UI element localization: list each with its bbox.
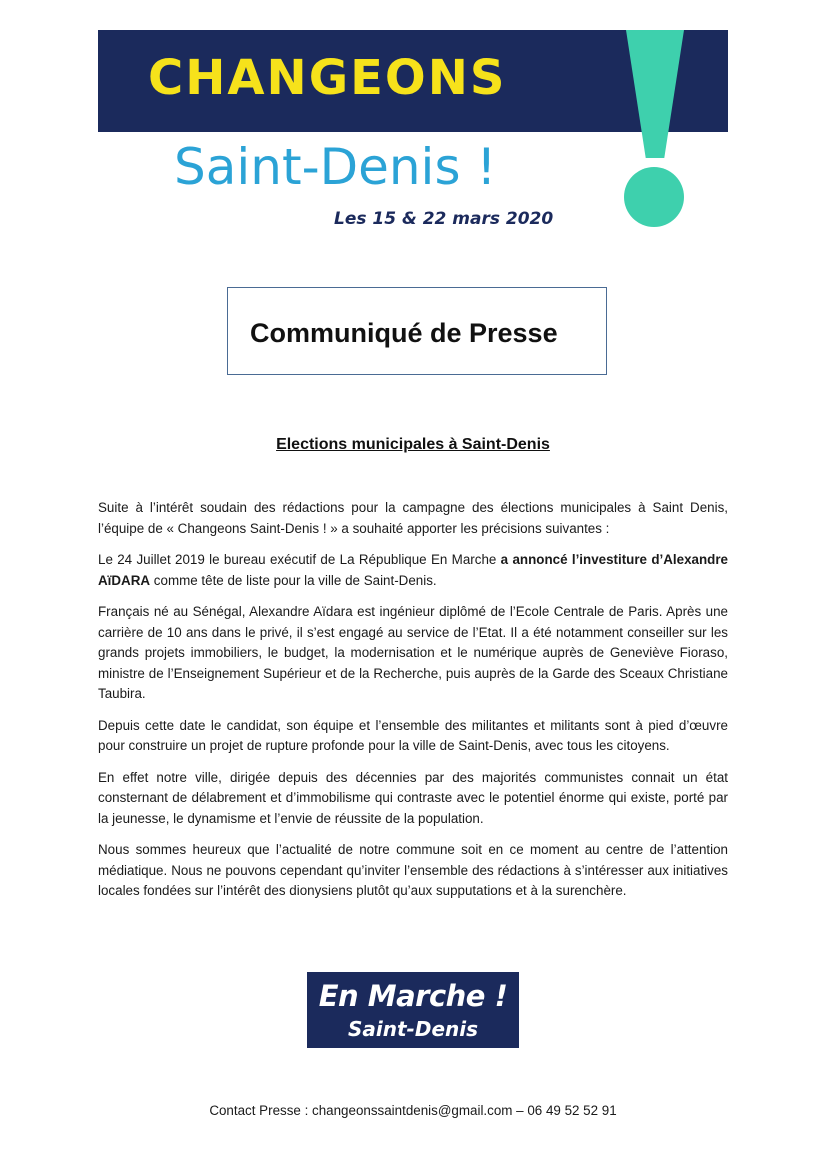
paragraph-biography: Français né au Sénégal, Alexandre Aïdara est ingénieur diplômé de l’Ecole Centrale de Paris. Après une carrière de 10 ans dans le privé, il s’est engagé au service de l’Etat. Il a été notamment conseiller sur les grands projets immobiliers, le budget, la modernisation et le numérique auprès de Geneviève Fioraso, ministre de l’Enseignement Supérieur et de la Recherche, puis auprès de la Garde des Sceaux Christiane Taubira. [98,604,728,701]
election-dates: Les 15 & 22 mars 2020 [334,209,554,229]
paragraph-conclusion: Nous sommes heureux que l’actualité de notre commune soit en ce moment au centre de l’attention médiatique. Nous ne pouvons cependant qu’inviter l’ensemble des rédactions à s’intéresser aux initiatives locales fondées sur l’intérêt des dionysiens plutôt qu’aux supputations et à la surenchère. [98,842,728,898]
banner-title: CHANGEONS [148,50,507,106]
headline: Elections municipales à Saint-Denis [276,436,550,453]
paragraph-campaign: Depuis cette date le candidat, son équipe et l’ensemble des militantes et militants sont à pied d’œuvre pour construire un projet de rupture profonde pour la ville de Saint-Denis, avec tous les citoyens. [98,717,728,753]
exclamation-dot-icon [624,167,684,227]
press-release-title: Communiqué de Presse [250,318,558,348]
logo-line-1: En Marche ! [318,979,508,1013]
press-release-box [227,287,607,375]
body-text [98,498,728,913]
city-title: Saint-Denis ! [174,138,497,196]
logo-line-2: Saint-Denis [347,1017,479,1041]
investiture-highlight: a annoncé l’investiture d’Alexandre AïDARA [98,552,728,588]
paragraph-investiture [98,550,728,591]
en-marche-logo [307,972,519,1048]
investiture-text-start: Le 24 Juillet 2019 le bureau exécutif de La République En Marche [98,552,501,567]
paragraph-city: En effet notre ville, dirigée depuis des décennies par des majorités communistes connait un état consternant de délabrement et d’immobilisme qui contraste avec le potentiel énorme qui existe, porté par la jeunesse, le dynamisme et l’envie de réussite de la population. [98,769,728,826]
press-contact: Contact Presse : changeonssaintdenis@gmail.com – 06 49 52 52 91 [209,1103,617,1118]
paragraph-intro: Suite à l’intérêt soudain des rédactions pour la campagne des élections municipales à Saint Denis, l’équipe de « Changeons Saint-Denis ! » a souhaité apporter les précisions suivantes : [98,500,728,536]
investiture-text-end: comme tête de liste pour la ville de Saint-Denis. [150,572,437,588]
